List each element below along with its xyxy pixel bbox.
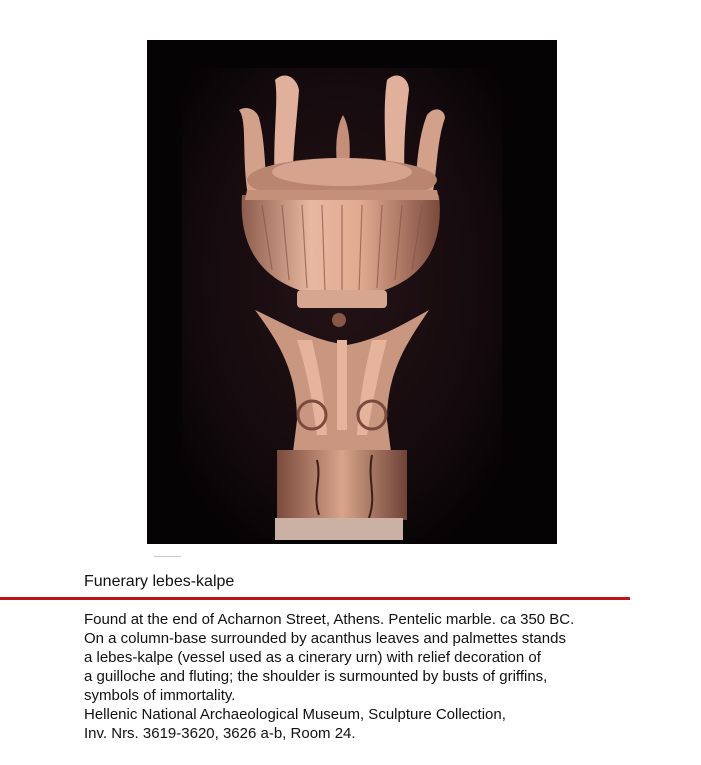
caption-description [84,610,684,743]
small-divider [154,556,181,557]
caption-line: Inv. Nrs. 3619-3620, 3626 a-b, Room 24. [84,725,356,742]
caption-line: Hellenic National Archaeological Museum, Sculpture Collection, [84,706,506,723]
artifact-photo [147,40,557,544]
caption-line: a guilloche and fluting; the shoulder is surmounted by busts of griffins, [84,668,548,685]
caption-line: a lebes-kalpe (vessel used as a cinerary urn) with relief decoration of [84,649,541,666]
caption-line: symbols of immortality. [84,687,236,704]
caption-line: Found at the end of Acharnon Street, Athens. Pentelic marble. ca 350 BC. [84,611,575,628]
accent-divider [0,597,630,600]
caption-title: Funerary lebes-kalpe [84,573,235,590]
caption-line: On a column-base surrounded by acanthus leaves and palmettes stands [84,630,566,647]
